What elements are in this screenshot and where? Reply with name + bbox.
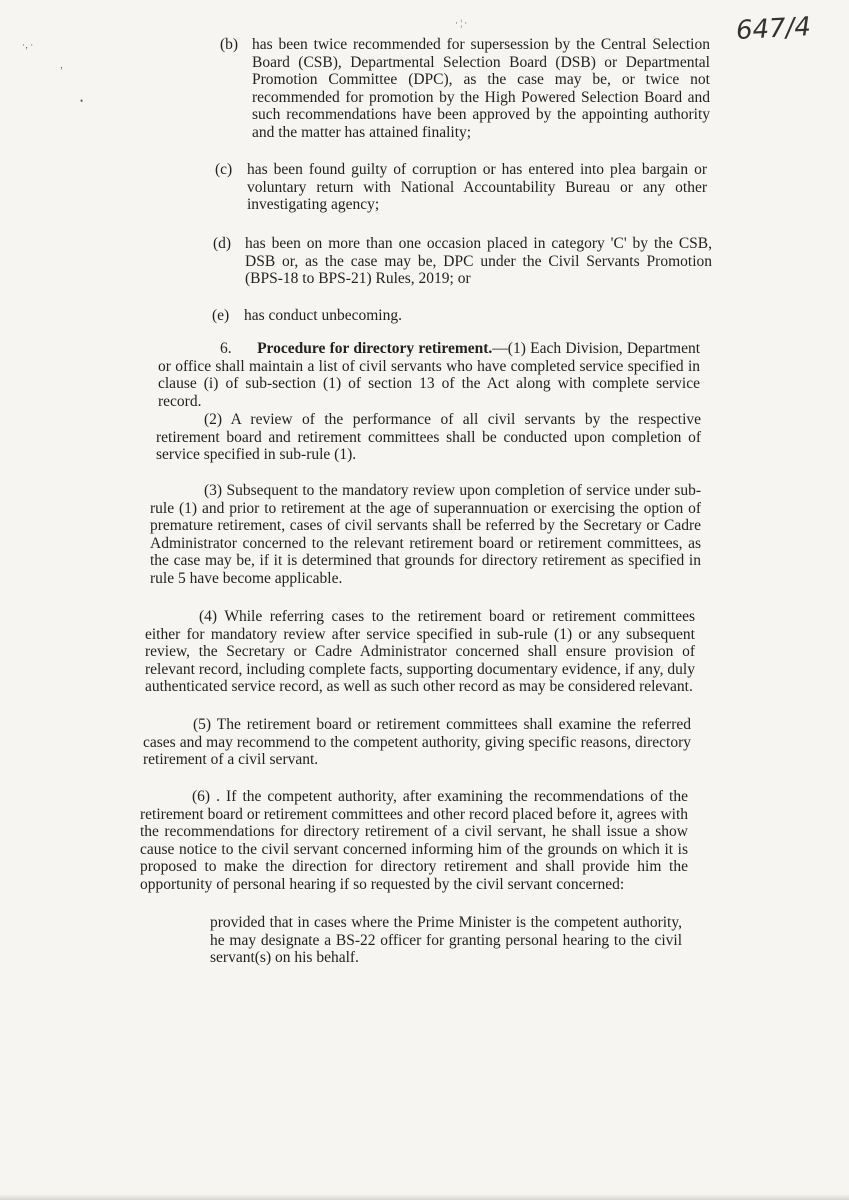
para-6: (6) . If the competent authority, after examining the recommendations of the retirement board or retirement committees and other record placed before it, agrees with the recommendations for directory retirement of a civil servant, he shall issue a show cause notice to the civil servant concerned informing him of the grounds on which it is proposed to make the direction for directory retirement and shall provide him the opportunity of personal hearing if so requested by the civil servant concerned: [140, 788, 688, 893]
para-5: (5) The retirement board or retirement committees shall examine the referred cases and may recommend to the competent authority, giving specific reasons, directory retirement of a civil servant. [143, 716, 691, 768]
list-item-text: has conduct unbecoming. [244, 307, 402, 324]
scan-speck: ‚ [60, 60, 63, 70]
list-item-d [213, 235, 712, 288]
scan-speck: ·‚ · [22, 40, 34, 50]
list-item-text: has been found guilty of corruption or has entered into plea bargain or voluntary return with National Accountability Bureau or any other investigating agency; [247, 161, 707, 213]
scan-speck: · ¦ · [455, 18, 468, 28]
scan-speck: • [80, 96, 84, 106]
section-6-intro [158, 340, 700, 410]
section-intro-text: —(1) Each Division, Department or office shall maintain a list of civil servants who have completed service specified in clause (i) of sub-section (1) of section 13 of the Act along with complete service record. [158, 340, 700, 410]
list-item-label: (d) [213, 235, 232, 252]
para-4: (4) While referring cases to the retirement board or retirement committees either for mandatory review after service specified in sub-rule (1) or any subsequent review, the Secretary or Cadre Administrator concerned shall ensure provision of relevant record, including complete facts, supporting documentary evidence, if any, duly authenticated service record, as well as such other record as may be considered relevant. [145, 608, 695, 695]
list-item-b [220, 36, 710, 141]
section-number: 6. [220, 340, 232, 357]
section-heading: Procedure for directory retirement. [257, 340, 493, 357]
list-item-label: (b) [220, 36, 239, 53]
para-2: (2) A review of the performance of all civil servants by the respective retirement board and retirement committees shall be conducted upon completion of service specified in sub-rule (1). [156, 411, 701, 463]
list-item-label: (e) [212, 307, 230, 324]
list-item-text: has been on more than one occasion placed in category 'C' by the CSB, DSB or, as the case may be, DPC under the Civil Servants Promotion (BPS-18 to BPS-21) Rules, 2019; or [245, 235, 712, 287]
list-item-text: has been twice recommended for supersession by the Central Selection Board (CSB), Departmental Selection Board (DSB) or Departmental Promotion Committee (DPC), as the case may be, or twice not recommended for promotion by the High Powered Selection Board and such recommendations have been approved by the appointing authority and the matter has attained finality; [252, 36, 710, 141]
scan-edge [0, 1194, 849, 1200]
list-item-e [212, 307, 704, 325]
proviso: provided that in cases where the Prime Minister is the competent authority, he may designate a BS-22 officer for granting personal hearing to the civil servant(s) on his behalf. [210, 914, 682, 966]
list-item-c [215, 161, 707, 214]
para-3: (3) Subsequent to the mandatory review upon completion of service under sub-rule (1) and prior to retirement at the age of superannuation or exercising the option of premature retirement, cases of civil servants shall be referred by the Secretary or Cadre Administrator concerned to the relevant retirement board or retirement committees, as the case may be, if it is determined that grounds for directory retirement as specified in rule 5 have become applicable. [150, 482, 701, 587]
handwritten-page-number: 647/4 [735, 12, 812, 46]
list-item-label: (c) [215, 161, 233, 178]
